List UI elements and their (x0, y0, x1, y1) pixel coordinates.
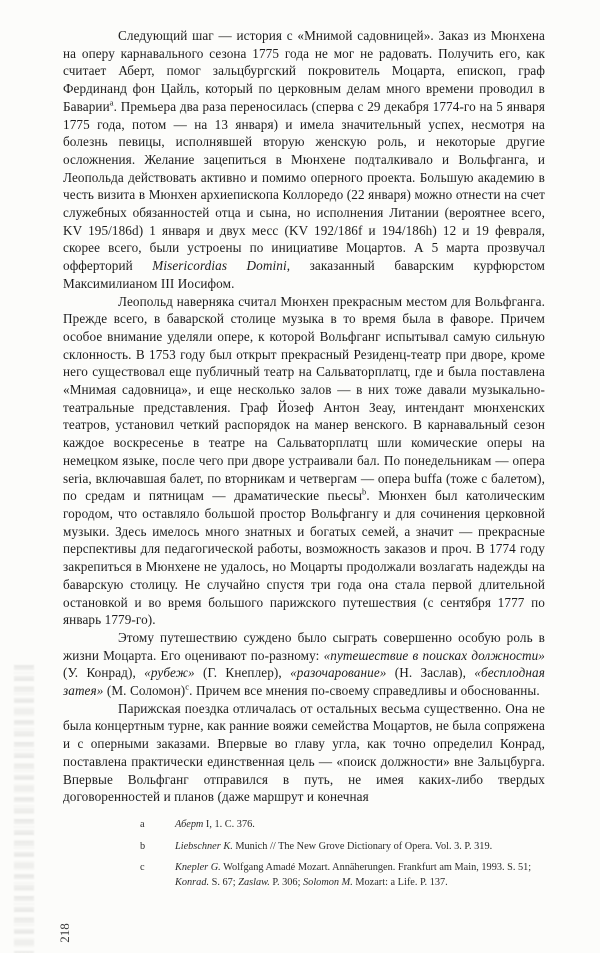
italic-run: «бесплодная затея» (63, 665, 545, 699)
footnote-ref: b (362, 486, 367, 497)
text-run: S. 67; (209, 876, 239, 888)
italic-run: Misericordias Domini (152, 258, 287, 274)
text-run: . Причем все мнения по-своему справедливы и обоснованны. (189, 683, 540, 699)
footnote-ref: c (185, 681, 190, 692)
footnote (63, 861, 545, 890)
footnote (63, 818, 545, 833)
text-run: (У. Конрад), (63, 665, 145, 681)
footnote-text (175, 841, 492, 852)
text-run: , заказанный баварским курфюрстом Максимилианом III Иосифом. (63, 258, 545, 291)
italic-run: Knepler G. (175, 862, 221, 873)
text-run: Munich // The New Grove Dictionary of Opera. Vol. 3. P. 319. (232, 840, 493, 852)
italic-run: «разочарование» (290, 665, 387, 681)
text-run: (Г. Кнеплер), (194, 665, 291, 681)
text-run: Mozart: a Life. P. 137. (352, 876, 448, 888)
paragraph (63, 629, 545, 700)
text-run: . Мюнхен был католическим городом, что оставляло большой простор Вольфгангу и для сочинения церковной музыки. Здесь имелось много знатных и богатых семей, а значит — прекрасные перспективы для педагогической работы, возможность заказов и проч. В 1774 году закрепиться в Мюнхене не удалось, но Моцарты продолжали возлагать надежды на баварскую столицу. Не случайно спустя три года она стала первой длительной остановкой и во время большого парижского путешествия (с сентября 1777 по январь 1779-го). (63, 488, 545, 628)
text-run: Парижская поездка отличалась от остальных весьма существенно. Она не была концертным турне, как ранние вояжи семейства Моцартов, не была сопряжена и с оперными заказами. Впервые во главу угла, как точно определил Конрад, поставлена практически единственная цель — «поиск должности» вне Зальцбурга. Впервые Вольфганг отправился в путь, не имея каких-либо твердых договоренностей и планов (даже маршрут и конечная (63, 700, 545, 805)
footnote-text (175, 862, 531, 888)
footnote-marker: c (140, 862, 145, 873)
italic-run: Zaslaw. (238, 876, 270, 888)
footnote-marker: b (140, 840, 146, 852)
italic-run: «путешествие в поисках должности» (323, 647, 545, 663)
footnotes (63, 818, 545, 897)
text-run: Следующий шаг — история с «Мнимой садовницей». Заказ из Мюнхена на оперу карнавального сезона 1775 года не мог не радовать. Получить его, как считает Аберт, помог зальцбургский покровитель Моцарта, епископ, граф Фердинанд фон Цайль, который по церковным делам много времени проводил в Баварии (63, 28, 545, 114)
italic-run: Liebschner K. (175, 840, 233, 852)
italic-run: «рубеж» (144, 665, 195, 681)
text-run: Этому путешествию суждено было сыграть совершенно особую роль в жизни Моцарта. Его оценивают по-разному: (63, 629, 545, 663)
text-run: Леопольд наверняка считал Мюнхен прекрасным местом для Вольфганга. Прежде всего, в баварской столице музыка в то время была в фаворе. Причем особое внимание уделяли опере, к которой Вольфганг испытывал самую сильную склонность. В 1753 году был открыт прекрасный Резиденц-театр при дворе, кроме него существовал еще публичный театр на Сальваторплатц, где и была поставлена «Мнимая садовница», и еще несколько залов — в них тоже давали музыкально-театральные представления. Граф Йозеф Антон Зеау, интендант мюнхенских театров, установил четкий распорядок на манер венского. В карнавальный сезон каждое воскресенье в театре на Сальваторплатц шли комические оперы на немецком языке, после чего при дворе устраивали бал. По понедельникам — опера seria, включавшая балет, по вторникам и четвергам — опера buffa (тоже с балетом), по средам и пятницам — драматические пьесы (63, 293, 545, 504)
page-number: 218 (57, 923, 72, 943)
italic-run: Konrad. (175, 876, 210, 888)
footnote-marker: a (140, 819, 145, 830)
text-run: (Н. Заслав), (386, 665, 475, 681)
text-run: . Премьера два раза переносилась (сперва с 29 декабря 1774-го на 5 января 1775 года, потом — на 13 января) и имела значительный успех, несмотря на болезнь певицы, исполнявшей вторую женскую роль, и некоторые другие осложнения. Желание зацепиться в Мюнхене подталкивало и Вольфганга, и Леопольда действовать активно и помимо оперного проекта. Большую академию в честь визита в Мюнхен архиепископа Коллоредо (22 января) можно отнести на счет служебных обязанностей отца и сына, но исполнения Литании (вероятнее всего, KV 195/186d) 1 января и двух месс (KV 192/186f и 194/186h) 12 и 19 февраля, скорее всего, были устроены по инициативе Моцартов. А 5 марта прозвучал офферторий (63, 98, 545, 274)
text-run: I, 1. С. 376. (203, 819, 255, 830)
paragraph (63, 293, 545, 629)
margin-watermark (14, 665, 34, 953)
text-run: (М. Соломон) (103, 683, 186, 699)
paragraph (63, 27, 545, 293)
footnote-ref: a (109, 97, 114, 108)
italic-run: Solomon M. (303, 876, 353, 888)
text-run: P. 306; (269, 876, 304, 888)
text-run: Wolfgang Amadé Mozart. Annäherungen. Frankfurt am Main, 1993. S. 51; (220, 862, 532, 873)
footnote (63, 840, 545, 855)
paragraph (63, 700, 545, 806)
body-text (63, 27, 545, 806)
footnote-text (175, 819, 255, 830)
italic-run: Аберт (175, 819, 204, 830)
